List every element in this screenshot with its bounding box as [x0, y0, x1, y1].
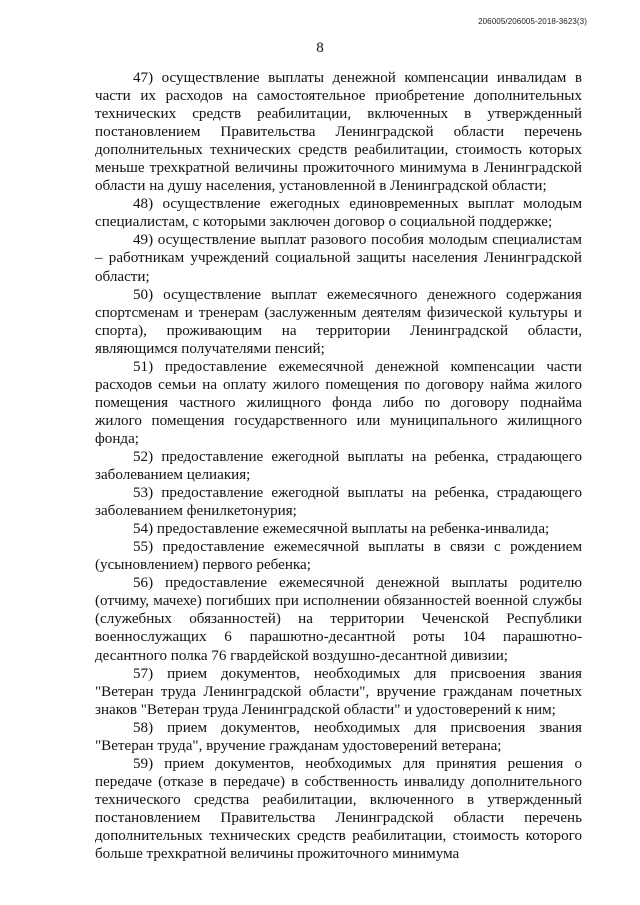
paragraph-52: 52) предоставление ежегодной выплаты на ребенка, страдающего заболеванием целиакия; — [95, 448, 582, 484]
document-body — [95, 69, 582, 863]
paragraph-49: 49) осуществление выплат разового пособия молодым специалистам – работникам учреждений социальной защиты населения Ленинградской области; — [95, 232, 582, 285]
paragraph-48: 48) осуществление ежегодных единовременных выплат молодым специалистам, с которыми заключен договор о социальной поддержке; — [95, 196, 582, 231]
paragraph-50: 50) осуществление выплат ежемесячного денежного содержания спортсменам и тренерам (заслуженным деятелям физической культуры и спорта), проживающим на территории Ленинградской области, являющимся получателями пенсий; — [95, 286, 582, 357]
paragraph-56: 56) предоставление ежемесячной денежной выплаты родителю (отчиму, мачехе) погибших при исполнении обязанностей военной службы (служебных обязанностей) на территории Чеченской Республики военнослужащих 6 парашютно-десантной роты 104 парашютно-десантного полка 76 гвардейской воздушно-десантной дивизии; — [95, 575, 582, 664]
paragraph-57: 57) прием документов, необходимых для присвоения звания "Ветеран труда Ленинградской области", вручение гражданам почетных знаков "Ветеран труда Ленинградской области" и удостоверений к ним; — [95, 665, 582, 718]
paragraph-58: 58) прием документов, необходимых для присвоения звания "Ветеран труда", вручение гражданам удостоверений ветерана; — [95, 719, 582, 754]
paragraph-54: 54) предоставление ежемесячной выплаты на ребенка-инвалида; — [133, 521, 550, 538]
paragraph-59: 59) прием документов, необходимых для принятия решения о передаче (отказе в передаче) в собственность инвалиду дополнительного технического средства реабилитации, включенного в утвержденный постановлением Правительства Ленинградской области перечень дополнительных технических средств реабилитации, стоимость которого больше трехкратной величины прожиточного минимума — [95, 755, 582, 863]
paragraph-51: 51) предоставление ежемесячной денежной компенсации части расходов семьи на оплату жилого помещения по договору найма жилого помещения частного жилищного фонда либо по договору поднайма жилого помещения государственного или муниципального жилищного фонда; — [95, 358, 582, 447]
document-id: 206005/206005-2018-3623(3) — [478, 17, 587, 26]
paragraph-55: 55) предоставление ежемесячной выплаты в связи с рождением (усыновлением) первого ребенка; — [95, 539, 582, 574]
page-number: 8 — [316, 40, 324, 56]
paragraph-47: 47) осуществление выплаты денежной компенсации инвалидам в части их расходов на самостоятельное приобретение дополнительных технических средств реабилитации, включенных в утвержденный постановлением Правительства Ленинградской области перечень дополнительных технических средств реабилитации, стоимость которых меньше трехкратной величины прожиточного минимума в Ленинградской области на душу населения, установленной в Ленинградской области; — [95, 70, 582, 195]
paragraph-53: 53) предоставление ежегодной выплаты на ребенка, страдающего заболеванием фенилкетонурия; — [95, 485, 582, 520]
